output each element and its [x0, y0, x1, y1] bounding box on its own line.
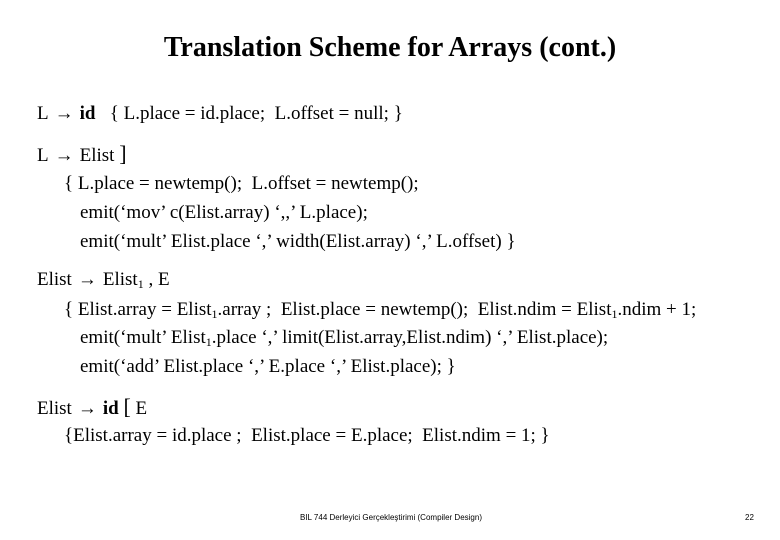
rule-3-action-line-1: [64, 298, 696, 322]
rule-3-rhs: Elist: [102, 269, 138, 290]
text-segment: .ndim + 1;: [617, 299, 697, 320]
rule-1-production: [37, 102, 403, 126]
rule-2-production: [37, 142, 127, 168]
produces-arrow-icon: →: [54, 145, 74, 166]
rule-4-action: {Elist.array = id.place ; Elist.place = E.place; Elist.ndim = 1; }: [64, 425, 550, 446]
rule-4-lhs: Elist: [37, 398, 72, 419]
rule-3-action-line-2: [80, 326, 608, 350]
rule-2-rhs: Elist: [79, 145, 115, 166]
produces-arrow-icon: →: [54, 103, 74, 124]
rule-1-lhs: L: [37, 103, 49, 124]
subscript: 1: [211, 307, 218, 321]
page-number: 22: [745, 513, 754, 522]
rule-3-production: [37, 268, 170, 292]
rule-4-rhs-id: id: [102, 398, 119, 419]
rule-2-lhs: L: [37, 145, 49, 166]
rule-2-action-line-1: { L.place = newtemp(); L.offset = newtemp();: [64, 173, 419, 194]
slide-title: Translation Scheme for Arrays (cont.): [163, 32, 617, 63]
text-segment: .place ‘,’ limit(Elist.array,Elist.ndim) ‘,’ Elist.place);: [211, 327, 609, 348]
rule-1-action: { L.place = id.place; L.offset = null; }: [109, 103, 403, 124]
subscript: 1: [137, 277, 144, 291]
rule-3-action-line-3: emit(‘add’ Elist.place ‘,’ E.place ‘,’ Elist.place); }: [80, 356, 456, 377]
produces-arrow-icon: →: [77, 398, 97, 419]
rule-2-action-line-3: emit(‘mult’ Elist.place ‘,’ width(Elist.array) ‘,’ L.offset) }: [80, 231, 516, 252]
text-segment: emit(‘mult’ Elist: [80, 327, 206, 348]
rule-3-rhs-tail: , E: [143, 269, 170, 290]
slide-footer: BIL 744 Derleyici Gerçekleştirimi (Compiler Design): [300, 513, 482, 522]
rule-2-action-line-2: emit(‘mov’ c(Elist.array) ‘,,’ L.place);: [80, 202, 368, 223]
produces-arrow-icon: →: [77, 269, 97, 290]
rule-4-rhs-tail: E: [135, 398, 148, 419]
rule-4-bracket: [: [123, 394, 131, 419]
subscript: 1: [205, 335, 212, 349]
text-segment: .array ; Elist.place = newtemp(); Elist.ndim = Elist: [217, 299, 612, 320]
rule-1-rhs: id: [79, 103, 96, 124]
rule-3-lhs: Elist: [37, 269, 72, 290]
rule-4-production: [37, 395, 147, 421]
rule-2-bracket: ]: [119, 141, 127, 166]
subscript: 1: [611, 307, 618, 321]
text-segment: { Elist.array = Elist: [64, 299, 212, 320]
